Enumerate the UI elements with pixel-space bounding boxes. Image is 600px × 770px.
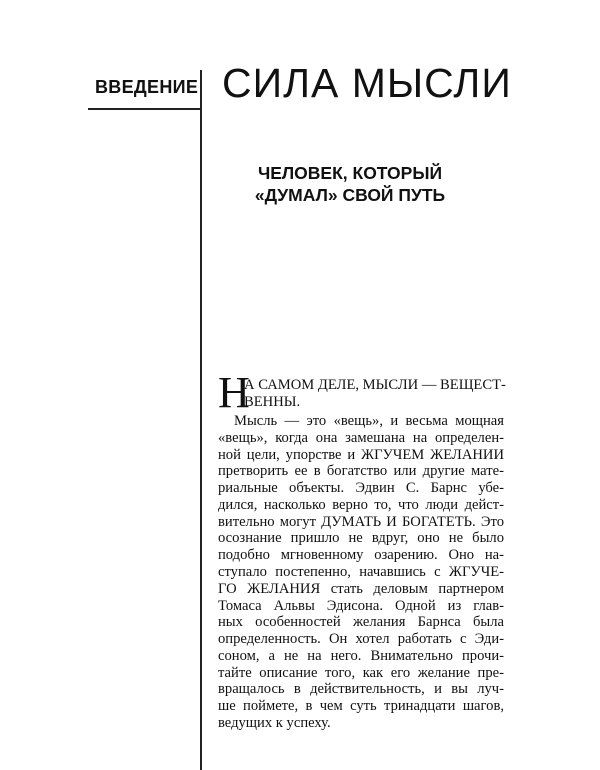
drop-cap: Н: [218, 368, 250, 417]
header-horizontal-rule: [88, 108, 200, 110]
body-line: определенность. Он хотел работать с Эди-: [218, 631, 504, 647]
body-line: осознание пришло не вдруг, оно не было: [218, 530, 504, 546]
body-line: подобно мгновенному озарению. Оно на-: [218, 547, 504, 563]
body-line: соном, а не на него. Внимательно прочи-: [218, 648, 504, 664]
body-line: ведущих к успеху.: [218, 715, 331, 731]
body-line: Мысль — это «вещь», и весьма мощная: [234, 413, 504, 429]
body-line: «вещь», когда она замешана на определен-: [218, 430, 504, 446]
body-line: вращалось в действительность, и вы луч-: [218, 681, 504, 697]
body-line: вительно могут ДУМАТЬ И БОГАТЕТЬ. Это: [218, 514, 504, 530]
body-line: Томаса Альвы Эдисона. Одной из глав-: [218, 598, 504, 614]
body-line: А САМОМ ДЕЛЕ, МЫСЛИ — ВЕЩЕСТ-: [244, 377, 506, 393]
body-line: ГО ЖЕЛАНИЯ стать деловым партнером: [218, 581, 504, 597]
body-line: дился, насколько верно то, что люди дейст-: [218, 497, 504, 513]
vertical-divider-rule: [200, 70, 202, 770]
body-line: риальные объекты. Эдвин С. Барнс убе-: [218, 480, 504, 496]
subtitle-line-2: «ДУМАЛ» СВОЙ ПУТЬ: [254, 185, 446, 205]
body-line: ше поймете, в чем суть тринадцати шагов,: [218, 698, 504, 714]
body-line: ступало постепенно, начавшись с ЖГУЧЕ-: [218, 564, 504, 580]
section-label: ВВЕДЕНИЕ: [95, 77, 199, 97]
body-line: претворить ее в богатство или другие мате-: [218, 463, 504, 479]
body-line: ной цели, упорстве и ЖГУЧЕМ ЖЕЛАНИИ: [218, 447, 504, 463]
body-line: ВЕННЫ.: [244, 394, 301, 410]
chapter-title: СИЛА МЫСЛИ: [222, 60, 512, 106]
subtitle-line-1: ЧЕЛОВЕК, КОТОРЫЙ: [257, 163, 443, 183]
body-line: тайте описание того, как его желание пре-: [218, 665, 504, 681]
body-line: ных особенностей желания Барнса была: [218, 614, 504, 630]
